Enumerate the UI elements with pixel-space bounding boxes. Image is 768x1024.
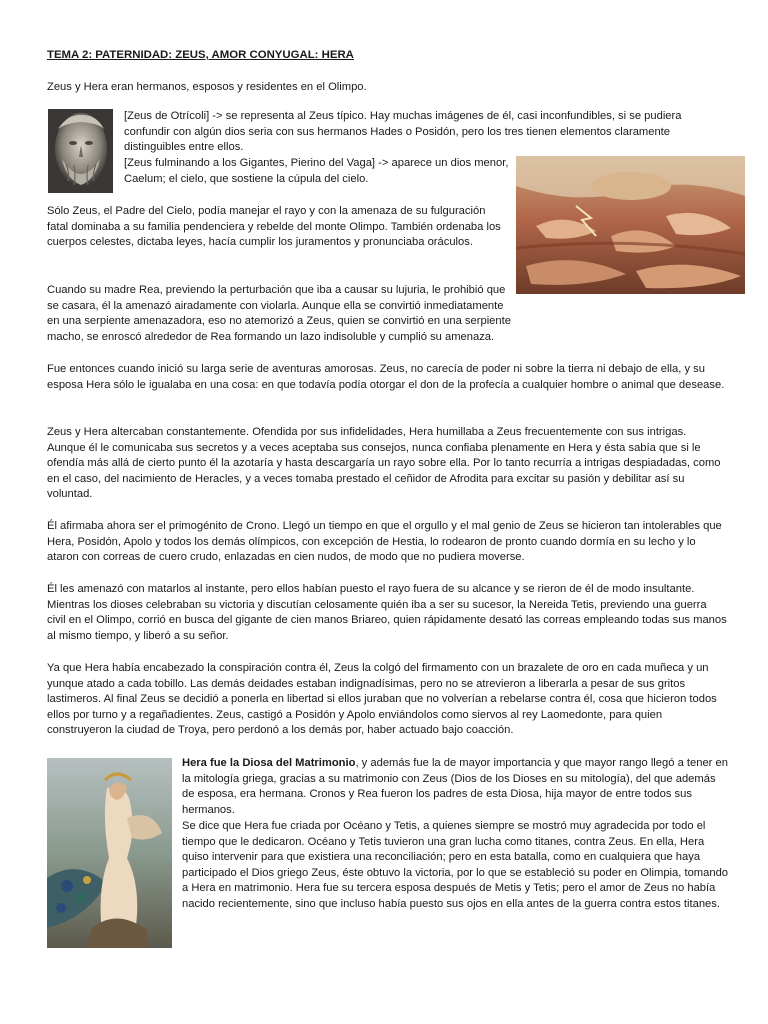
paragraph-rea: Cuando su madre Rea, previendo la perturbación que iba a causar su lujuria, le prohibió que se casara, él la amenazó airadamente con violarla. Aunque ella se convirtió inmediatamente en una serpiente amenazadora, eso no atemorizó a Zeus, quien se convirtió en una serpiente macho, se enroscó alrededor de Rea formando un lazo indisoluble y cumplió su amenaza. [47, 284, 511, 343]
hera-rest-text: , y además fue la de mayor importancia y que mayor rango llegó a tener en la mitología griega, gracias a su matrimonio con Zeus (Dios de los Dioses en su mitología), del que además de esposa, era hermana. Cronos y Rea fueron los padres de esta Diosa, hija mayor de entre todos sus hermanos. [182, 757, 728, 816]
paragraph-altercaban: Zeus y Hera altercaban constantemente. Ofendida por sus infidelidades, Hera humillaba a Zeus frecuentemente con sus intrigas. Aunque él le comunicaba sus secretos y a veces aceptaba sus consejos, nunca confiaba plenamente en Hera y ésta sabía que si le ofendía más allá de cierto punto él la azotaría y hasta descargaría un rayo sobre ella. Por lo tanto recurría a intrigas despiadadas, como en el caso, del nacimiento de Heracles, y a veces tomaba prestado el ceñidor de Afrodita para excitar su pasión y debilitar así su voluntad. [47, 426, 721, 501]
zeus-otricoli-image [48, 109, 113, 193]
paragraph-primogenito: Él afirmaba ahora ser el primogénito de Crono. Llegó un tiempo en que el orgullo y el mal genio de Zeus se hicieron tan intolerables que Hera, Posidón, Apolo y todos los demás olímpicos, con excepción de Hestia, lo rodearon de pronto cuando dormía en su lecho y lo ataron con correas de cuero crudo, enlazadas en cien nudos, de modo que no pudiera moverse. [47, 520, 722, 564]
zeus-fulminando-caption: [Zeus fulminando a los Gigantes, Pierino del Vaga] -> aparece un dios menor, Caelum; el cielo, que sostiene la cúpula del cielo. [124, 157, 509, 185]
paragraph-aventuras: Fue entonces cuando inició su larga serie de aventuras amorosas. Zeus, no carecía de poder ni sobre la tierra ni debajo de ella, y su esposa Hera sólo le igualaba en una cosa: en que todavía podía otorgar el don de la profecía a cualquier hombre o animal que desease. [47, 363, 725, 391]
paragraph-hera-matrimonio [182, 756, 728, 818]
paragraph-amenazo: Él les amenazó con matarlos al instante, pero ellos habían puesto el rayo fuera de su alcance y se rieron de él de modo insultante. Mientras los dioses celebraban su victoria y discutían celosamente quién iba a ser su sucesor, la Nereida Tetis, previendo una guerra civil en el Olimpo, corrió en busca del gigante de cien manos Briareo, quien rápidamente desató las correas empleando todas sus manos al mismo tiempo, y liberó a su señor. [47, 583, 727, 642]
paragraph-oceano: Se dice que Hera fue criada por Océano y Tetis, a quienes siempre se mostró muy agradecida por todo el tiempo que le dedicaron. Océano y Tetis tuvieron una gran lucha como titanes, contra Zeus. En ella, Hera quiso intervenir para que existiera una reconciliación; pero en esta batalla, como en cualquiera que haya participado el Dios griego Zeus, éste obtuvo la victoria, por lo que se estableció su poder en Olimpia, tomando a Hera en matrimonio. Hera fue su tercera esposa después de Metis y Tetis; pero el amor de Zeus no había nacido recientemente, sino que incluso había puesto sus ojos en ella antes de la guerra contra estos titanes. [182, 820, 729, 910]
paragraph-padre-cielo: Sólo Zeus, el Padre del Cielo, podía manejar el rayo y con la amenaza de su fulguración fatal dominaba a su familia pendenciera y rebelde del monte Olimpo. También ordenaba los cuerpos celestes, dictaba leyes, hacía cumplir los juramentos y pronunciaba oráculos. [47, 205, 501, 249]
paragraph-conspiracion: Ya que Hera había encabezado la conspiración contra él, Zeus la colgó del firmamento con un brazalete de oro en cada muñeca y un yunque atado a cada tobillo. Las demás deidades estaban indignadísimas, pero no se atrevieron a liberarla a pesar de sus gritos lastimeros. Al final Zeus se decidió a ponerla en libertad si ellos juraban que no volverían a rebelarse contra él, cosa que hicieron todos ellos por turno y a regañadientes. Zeus, castigó a Posidón y Apolo enviándolos como siervos al rey Laomedonte, para quien construyeron la ciudad de Troya, pero perdonó a los demás por, haber actuado bajo coacción. [47, 662, 717, 737]
page-title: TEMA 2: PATERNIDAD: ZEUS, AMOR CONYUGAL: HERA [47, 49, 354, 61]
zeus-otricoli-caption: [Zeus de Otrícoli] -> se representa al Zeus típico. Hay muchas imágenes de él, casi inconfundibles, si se pudiera confundir con algún dios seria con sus hermanos Hades o Posidón, pero los tres tienen elementos claramente distinguibles entre ellos. [124, 110, 682, 154]
hera-image [47, 758, 172, 948]
zeus-fulminando-gigantes-image [516, 156, 745, 294]
intro-paragraph: Zeus y Hera eran hermanos, esposos y residentes en el Olimpo. [47, 81, 367, 93]
hera-bold-phrase: Hera fue la Diosa del Matrimonio [182, 757, 356, 769]
